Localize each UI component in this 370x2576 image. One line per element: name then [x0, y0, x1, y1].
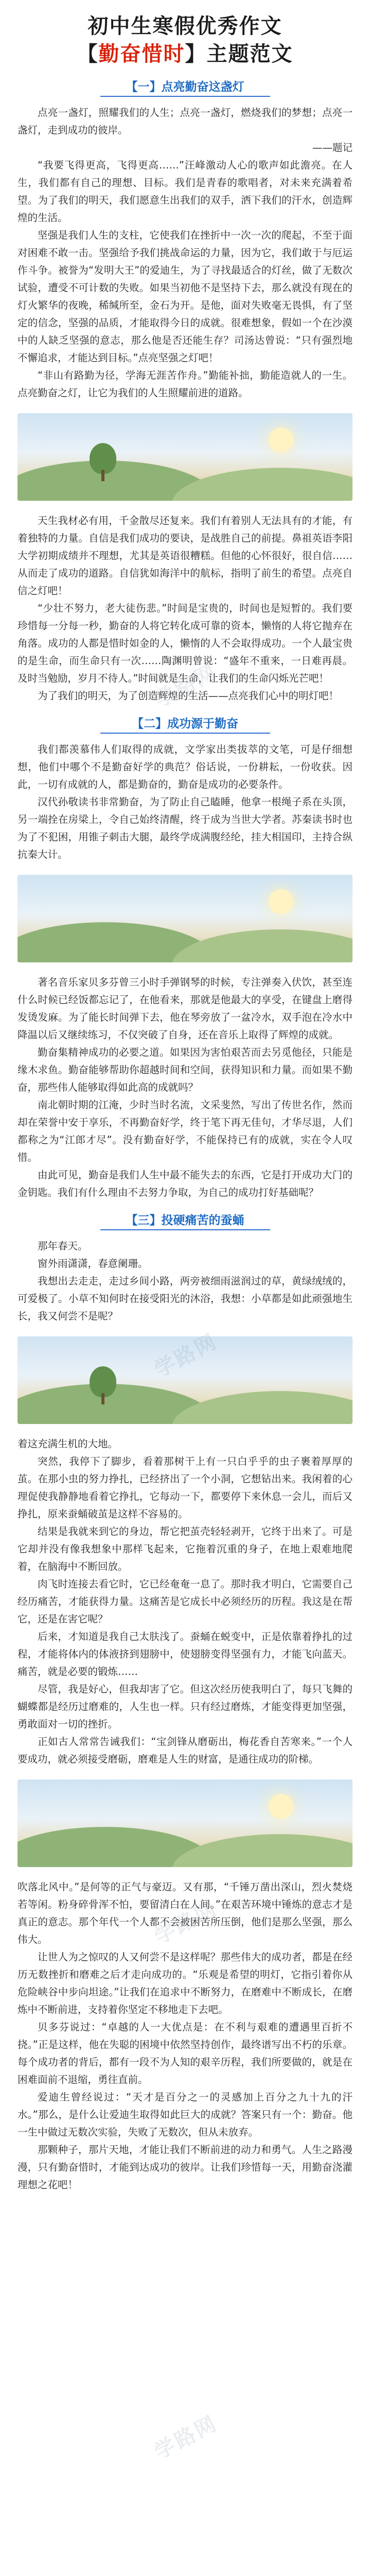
paragraph: 让世人为之惊叹的人又何尝不是这样呢？那些伟大的成功者，都是在经历无数挫折和磨难之后才走向成功的。“乐观是希望的明灯，它指引着你从危险峡谷中步向坦途。”让我们在追求中不断努力，在磨难中不断成长，在磨炼中不断前进，支持着你坚定不移地走下去吧。: [17, 1951, 353, 2015]
paragraph: 南北朝时期的江淹，少时当时名流，文采斐然，写出了传世名作，然而却在荣誉中安于享乐，不再勤奋好学，终于笔下再无佳句，才华尽退，人们都称之为“江郎才尽”。没有勤奋好学，不能保持已有的成就，实在令人叹惜。: [17, 1099, 353, 1163]
paragraph: 著名音乐家贝多芬曾三小时手弹钢琴的时候，专注弹奏入伏饮，甚至连什么时候已经饭都忘记了，在他看来，那就是他最大的享受，在键盘上磨得发烫发麻。为了能长时间弹下去，他在琴旁放了一盆冷水，双手泡在冷水中降温以后又继续练习，不仅突破了自身，还在音乐上取得了辉煌的成就。: [17, 976, 353, 1041]
title-bracket-close: 】: [185, 42, 207, 66]
paragraph: “我要飞得更高，飞得更高……”汪峰激动人心的歌声如此澹亮。在人生，我们都有自己的理想、目标。我们是青春的歌唱者，对未来充满着希望。为了我们的明天，我们愿意生出我们的双手，洒下我们的汗水，创造辉煌的生活。: [17, 159, 353, 224]
paragraph: 天生我材必有用，千金散尽还复来。我们有着别人无法具有的才能，有着独特的力量。自信是我们成功的要诀，是战胜自己的前提。鼻祖英语李阳大学初期成绩并不理想，尤其是英语很糟糕。但他的心怀很好，很自信……从而走了成功的道路。自信犹如海洋中的航标，指明了前生的希望。点亮自信之灯吧！: [17, 515, 353, 597]
title-line-2: [17, 40, 353, 68]
section-heading-3: 【三】投硬痛苦的蚕蛹: [100, 1212, 270, 1230]
tree-shape: [90, 443, 116, 474]
paragraph: 贝多芬说过：“卓越的人一大优点是：在不利与艰难的遭遇里百折不挠。”正是这样，他在失聪的困境中依然坚持创作，最终谱写出不朽的乐章。每个成功者的背后，都有一段不为人知的艰辛历程，我们所要做的，就是在困难面前不退缩，勇往直前。: [17, 2021, 353, 2086]
section-heading-1: 【一】点亮勤奋这盏灯: [100, 78, 270, 97]
paragraph: 坚强是我们人生的支柱，它使我们在挫折中一次一次的爬起，不至于面对困难不敢一击。坚强给予我们挑战命运的力量，因为它，我们敢于与厄运作斗争。被誉为“发明大王”的爱迪生，为了寻找最适合的灯丝，做了无数次试验，遭受不可计数的失败。如果当初他不是坚持下去，那么就没有现在的灯火繁华的夜晚，稀缄所至，金石为开。是他，面对失败毫无畏惧，有了坚定的信念，坚强的品质，才能取得今日的成就。很难想象，假如一个在沙漠中的人缺乏坚强的意志，那么他是否还能生存？司汤达曾说：“只有强烈地不懈追求，才能达到目标。”点亮坚强之灯吧！: [17, 229, 353, 364]
paragraph: 勤奋集精神成功的必要之道。如果因为害怕艰苦而去另觅他径，只能是缘木求鱼。勤奋能够帮助你超越时间和空间，获得知识和力量。而如果不勤奋，那些伟人能够取得如此高的成就吗？: [17, 1046, 353, 1093]
watermark: 学路网: [150, 1896, 222, 1949]
tree-shape: [90, 1366, 116, 1397]
paragraph: 我们都羡慕伟人们取得的成就，文学家出类拔萃的文笔，可是仔细想想，他们中哪个不是勤奋好学的典范？俗话说，一份耕耘，一份收获。因此，一切有成就的人，都是勤奋的，勤奋是成功的必要条件。: [17, 743, 353, 790]
title-bracket-open: 【: [77, 42, 99, 66]
sun-shape: [269, 889, 293, 914]
paragraph: 那颗种子，那片天地，才能让我们不断前进的动力和勇气。人生之路漫漫，只有勤奋惜时，才能到达成功的彼岸。让我们珍惜每一天，用勤奋浇灌理想之花吧！: [17, 2144, 353, 2191]
sun-shape: [269, 1794, 293, 1819]
paragraph: 肉飞时连接去看它时，它已经奄奄一息了。那时我才明白，它需要自己经历痛苦，才能获得力量。这痛苦是它成长中必须经历的历程。我这是在帮它，还是在害它呢？: [17, 1578, 353, 1625]
title-line-1: 初中生寒假优秀作文: [87, 14, 283, 38]
title-highlight: 勤奋惜时: [98, 42, 185, 66]
paragraph: 为了我们的明天，为了创造辉煌的生活——点亮我们心中的明灯吧！: [38, 690, 339, 702]
paragraph: 那年春天。: [38, 1240, 88, 1252]
article-title: [17, 12, 353, 68]
sun-shape: [269, 428, 293, 452]
paragraph: 窗外雨潇潇，春意阑珊。: [38, 1258, 148, 1269]
paragraph: 正如古人常常告诫我们：“宝剑锋从磨砺出，梅花香自苦寒来。”一个人要成功，就必须接受磨砺，磨难是人生的财富，是通往成功的阶梯。: [17, 1736, 353, 1765]
hill-shape: [172, 1391, 353, 1424]
epigraph-signature: ——题记: [312, 142, 353, 154]
tree-trunk-shape: [101, 1393, 104, 1404]
paragraph: 点亮一盏灯，照耀我们的人生；点亮一盏灯，燃烧我们的梦想；点亮一盏灯，走到成功的彼岸。: [17, 107, 353, 136]
title-suffix: 主题范文: [206, 42, 293, 66]
paragraph: 汉代孙敬读书非常勤奋，为了防止自己瞌睡，他拿一根绳子系在头顶，另一端拴在房梁上，令自己始终清醒，终于成为当世大学者。苏秦读书时也为了不犯困，用锥子刺击大腿，最终学成满腹经纶，挂大相国印，主持合纵抗秦大计。: [17, 796, 353, 860]
landscape-image-4: [17, 1780, 353, 1867]
paragraph: “少壮不努力，老大徒伤悲。”时间是宝贵的，时间也是短暂的。我们要珍惜每一分每一秒，勤奋的人将它转化成可靠的资本，懒惰的人将它抛弃在角落。成功的人都是惜时如金的人，懒惰的人不会取得成功。一个人最宝贵的是生命，而生命只有一次……陶渊明曾说：“盛年不重来，一日难再晨。及时当勉励，岁月不待人。”时间就是生命，让我们的生命闪烁光芒吧！: [17, 602, 353, 684]
watermark: 学路网: [150, 2411, 222, 2464]
tree-trunk-shape: [101, 470, 104, 481]
paragraph: 结果是我就来到它的身边，帮它把茧壳轻轻剥开，它终于出来了。可是它却并没有像我想象中那样飞起来，它拖着沉重的身子，在地上艰难地爬着，在脑海中不断回放。: [17, 1526, 353, 1572]
paragraph: 着这充满生机的大地。: [17, 1438, 118, 1450]
watermark: 学路网: [150, 659, 222, 713]
landscape-image-2: [17, 875, 353, 962]
hill-shape: [172, 929, 353, 962]
landscape-image-1: [17, 413, 353, 501]
paragraph: 爱迪生曾经说过：“天才是百分之一的灵感加上百分之九十九的汗水。”那么，是什么让爱迪生取得如此巨大的成就？答案只有一个：勤奋。他一生中做过无数次实验，失败了无数次，但从未放弃。: [17, 2091, 353, 2138]
paragraph: 后来，才知道是我自己太肤浅了。蚕蛹在蜕变中，正是依靠着挣扎的过程，才能将体内的体液挤到翅膀中，使翅膀变得坚强有力，才能飞向蓝天。痛苦，就是必要的锻炼……: [17, 1631, 353, 1677]
paragraph: “非山有路勤为径，学海无涯苦作舟。”勤能补拙，勤能造就人的一生。点亮勤奋之灯，让它为我们的人生照耀前进的道路。: [17, 369, 353, 399]
paragraph: 尽管，我是好心，但我却害了它。但这次经历使我明白了，每只飞舞的蝴蝶都是经历过磨难的，人生也一样。只有经过磨炼，才能变得更加坚强，勇敢面对一切的挫折。: [17, 1683, 353, 1730]
section-heading-2: 【二】成功源于勤奋: [100, 715, 270, 734]
paragraph: 我想出去走走，走过乡间小路，两旁被细雨滋润过的草，黄绿绒绒的，可爱极了。小草不知何时在接受阳光的沐浴，我想：小草都是如此顽强地生长，我又何尝不是呢？: [17, 1275, 353, 1322]
paragraph: 吹落北风中。”是何等的正气与豪迈。又有那，“千锤万凿出深山，烈火焚烧若等闲。粉身碎骨浑不怕，要留清白在人间。”在艰苦环境中锤炼的意志才是真正的意志。那个年代一个人都不会被困苦所压倒，他们是那么坚强，那么伟大。: [17, 1881, 353, 1945]
paragraph: 由此可见，勤奋是我们人生中最不能失去的东西，它是打开成功大门的金钥匙。我们有什么理由不去努力争取，为自己的成功打好基础呢？: [17, 1169, 353, 1198]
landscape-image-3: [17, 1336, 353, 1424]
hill-shape: [172, 468, 353, 501]
paragraph: 突然，我停下了脚步，看着那树干上有一只白乎乎的虫子裹着厚厚的茧。在那小虫的努力挣扎，已经挤出了一个小洞，它想钻出来。我闲着的心理促使我静静地看着它挣扎，它每动一下，都要停下来休息一会儿，而后又挣扎，原来蚕蛹破茧是这样不容易的。: [17, 1455, 353, 1520]
hill-shape: [172, 1834, 353, 1867]
